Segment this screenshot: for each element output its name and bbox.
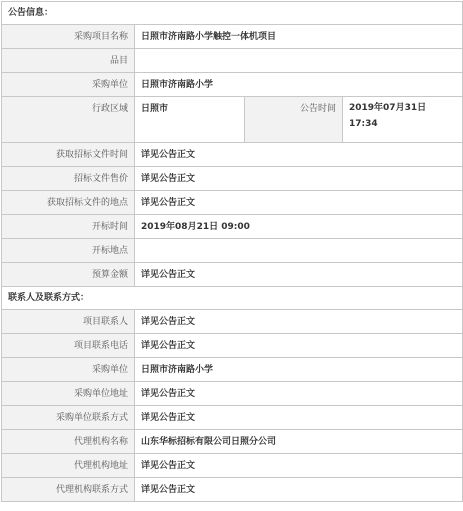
section-title-contact: 联系人及联系方式： [2,287,463,310]
table-row [2,406,463,430]
row-value: 详见公告正文 [135,263,463,287]
row-value: 详见公告正文 [135,310,463,334]
table-row [2,263,463,287]
row-value: 详见公告正文 [135,406,463,430]
table-row [2,215,463,239]
row-value: 详见公告正文 [135,334,463,358]
row-label: 获取招标文件的地点 [2,191,135,215]
table-row [2,167,463,191]
table-row [2,358,463,382]
region-label: 行政区域 [2,97,135,143]
row-value: 日照市济南路小学 [135,358,463,382]
table-row [2,239,463,263]
row-label: 采购单位地址 [2,382,135,406]
row-label: 品目 [2,49,135,73]
row-label: 采购单位联系方式 [2,406,135,430]
region-time-row [2,97,463,143]
row-value: 2019年08月21日 09:00 [135,215,463,239]
row-value: 详见公告正文 [135,143,463,167]
row-label: 采购单位 [2,73,135,97]
row-label: 招标文件售价 [2,167,135,191]
table-row [2,73,463,97]
publish-time-value: 2019年07月31日 17:34 [343,97,463,143]
row-value: 日照市济南路小学 [135,73,463,97]
row-label: 代理机构联系方式 [2,478,135,502]
row-label: 代理机构名称 [2,430,135,454]
publish-time-label: 公告时间 [245,97,343,143]
table-row [2,191,463,215]
table-row [2,454,463,478]
row-label: 采购单位 [2,358,135,382]
table-row [2,25,463,49]
table-row [2,49,463,73]
row-label: 项目联系人 [2,310,135,334]
notice-table [1,1,463,502]
row-label: 预算金额 [2,263,135,287]
notice-detail-panel [1,1,462,509]
row-label: 开标时间 [2,215,135,239]
section-header-contact [2,287,463,310]
row-label: 开标地点 [2,239,135,263]
row-value [135,49,463,73]
row-label: 采购项目名称 [2,25,135,49]
row-value: 山东华标招标有限公司日照分公司 [135,430,463,454]
table-row [2,310,463,334]
row-value: 详见公告正文 [135,382,463,406]
table-row [2,334,463,358]
section-header-notice [2,2,463,25]
row-value: 详见公告正文 [135,191,463,215]
table-row [2,478,463,502]
row-value: 详见公告正文 [135,478,463,502]
section-title-notice: 公告信息： [2,2,463,25]
row-value: 详见公告正文 [135,454,463,478]
row-value: 日照市济南路小学触控一体机项目 [135,25,463,49]
row-value: 详见公告正文 [135,167,463,191]
row-label: 代理机构地址 [2,454,135,478]
row-label: 项目联系电话 [2,334,135,358]
table-row [2,382,463,406]
table-row [2,143,463,167]
row-label: 获取招标文件时间 [2,143,135,167]
row-value [135,239,463,263]
region-value: 日照市 [135,97,245,143]
table-row [2,430,463,454]
